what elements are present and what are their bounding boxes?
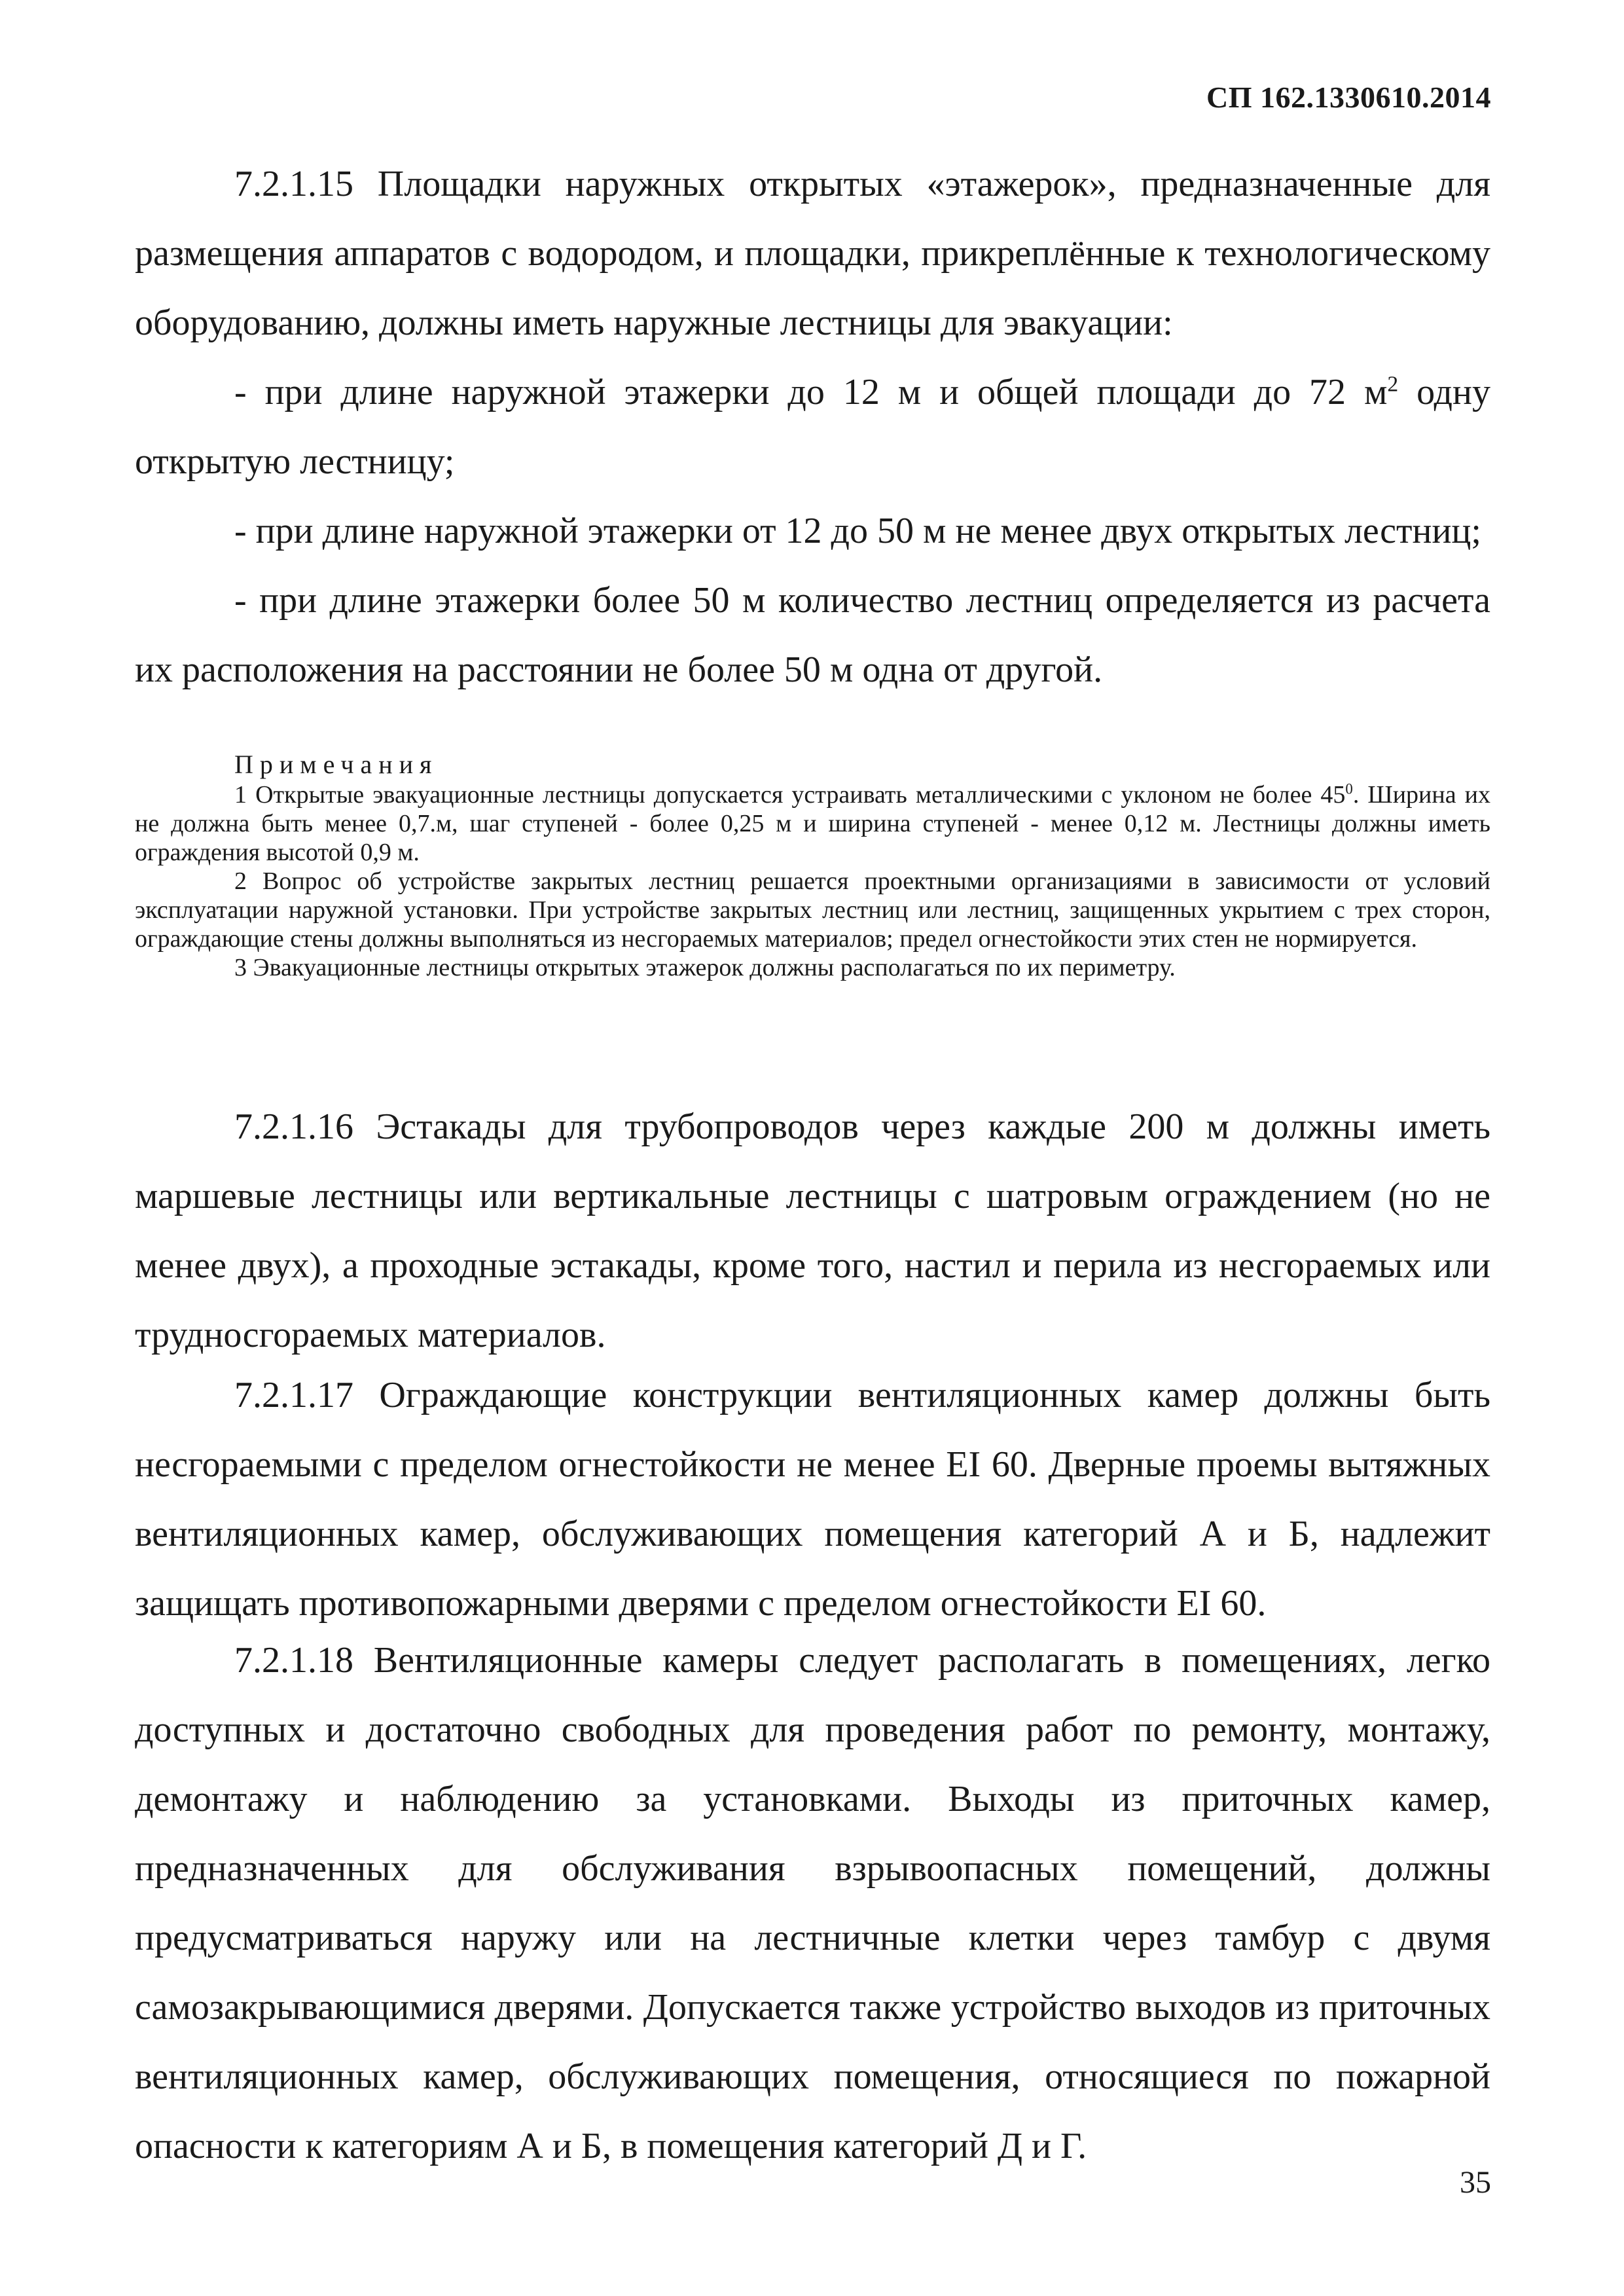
- page-number: 35: [1460, 2165, 1491, 2200]
- document-code-header: СП 162.1330610.2014: [1206, 81, 1491, 114]
- section-15-item-1-text: - при длине наружной этажерки до 12 м и общей площади до 72 м: [234, 372, 1388, 412]
- note-1: [135, 780, 1490, 867]
- note-1-tail: . Ширина их не должна быть менее 0,7.м, шаг ступеней - более 0,25 м и ширина ступеней - менее 0,12 м. Лестницы должны иметь ограждения высотой 0,9 м.: [135, 781, 1491, 866]
- notes-title: Примечания: [234, 750, 439, 779]
- section-15-intro: 7.2.1.15 Площадки наружных открытых «этажерок», предназначенные для размещения аппаратов с водородом, и площадки, прикреплённые к технологическому оборудованию, должны иметь наружные лестницы для эвакуации:: [135, 164, 1490, 343]
- notes-block: [135, 750, 1490, 982]
- section-15-item-2: - при длине наружной этажерки от 12 до 50 м не менее двух открытых лестниц;: [234, 511, 1481, 551]
- section-7-2-1-16: [135, 1092, 1490, 1370]
- note-2: 2 Вопрос об устройстве закрытых лестниц решается проектными организациями в зависимости от условий эксплуатации наружной установки. При устройстве закрытых лестниц или лестниц, защищенных укрытием с трех сторон, ограждающие стены должны выполняться из несгораемых материалов; предел огнестойкости этих стен не нормируется.: [135, 867, 1490, 953]
- section-17-text: 7.2.1.17 Ограждающие конструкции вентиляционных камер должны быть несгораемыми с пределом огнестойкости не менее EI 60. Дверные проемы вытяжных вентиляционных камер, обслуживающих помещения категорий А и Б, надлежит защищать противопожарными дверями с пределом огнестойкости EI 60.: [135, 1375, 1490, 1624]
- section-15-item-1-tail: одну открытую лестницу;: [135, 372, 1490, 482]
- note-3: 3 Эвакуационные лестницы открытых этажерок должны располагаться по их периметру.: [234, 954, 1176, 981]
- superscript-square: 2: [1387, 372, 1399, 397]
- section-7-2-1-15: [135, 149, 1490, 704]
- section-15-item-1: [135, 357, 1490, 496]
- section-15-item-3: - при длине этажерки более 50 м количество лестниц определяется из расчета их расположения на расстоянии не более 50 м одна от другой.: [135, 580, 1490, 690]
- section-7-2-1-17: [135, 1360, 1490, 1638]
- section-18-text: 7.2.1.18 Вентиляционные камеры следует располагать в помещениях, легко доступных и достаточно свободных для проведения работ по ремонту, монтажу, демонтажу и наблюдению за установками. Выходы из приточных камер, предназначенных для обслуживания взрывоопасных помещений, должны предусматриваться наружу или на лестничные клетки через тамбур с двумя самозакрывающимися дверями. Допускается также устройство выходов из приточных вентиляционных камер, обслуживающих помещения, относящиеся по пожарной опасности к категориям А и Б, в помещения категорий Д и Г.: [135, 1640, 1490, 2166]
- note-1-text: 1 Открытые эвакуационные лестницы допускается устраивать металлическими с уклоном не более 45: [234, 781, 1346, 809]
- superscript-degree: 0: [1345, 780, 1353, 797]
- section-7-2-1-18: [135, 1626, 1490, 2181]
- section-16-text: 7.2.1.16 Эстакады для трубопроводов через каждые 200 м должны иметь маршевые лестницы или вертикальные лестницы с шатровым ограждением (но не менее двух), а проходные эстакады, кроме того, настил и перила из несгораемых или трудносгораемых материалов.: [135, 1106, 1490, 1355]
